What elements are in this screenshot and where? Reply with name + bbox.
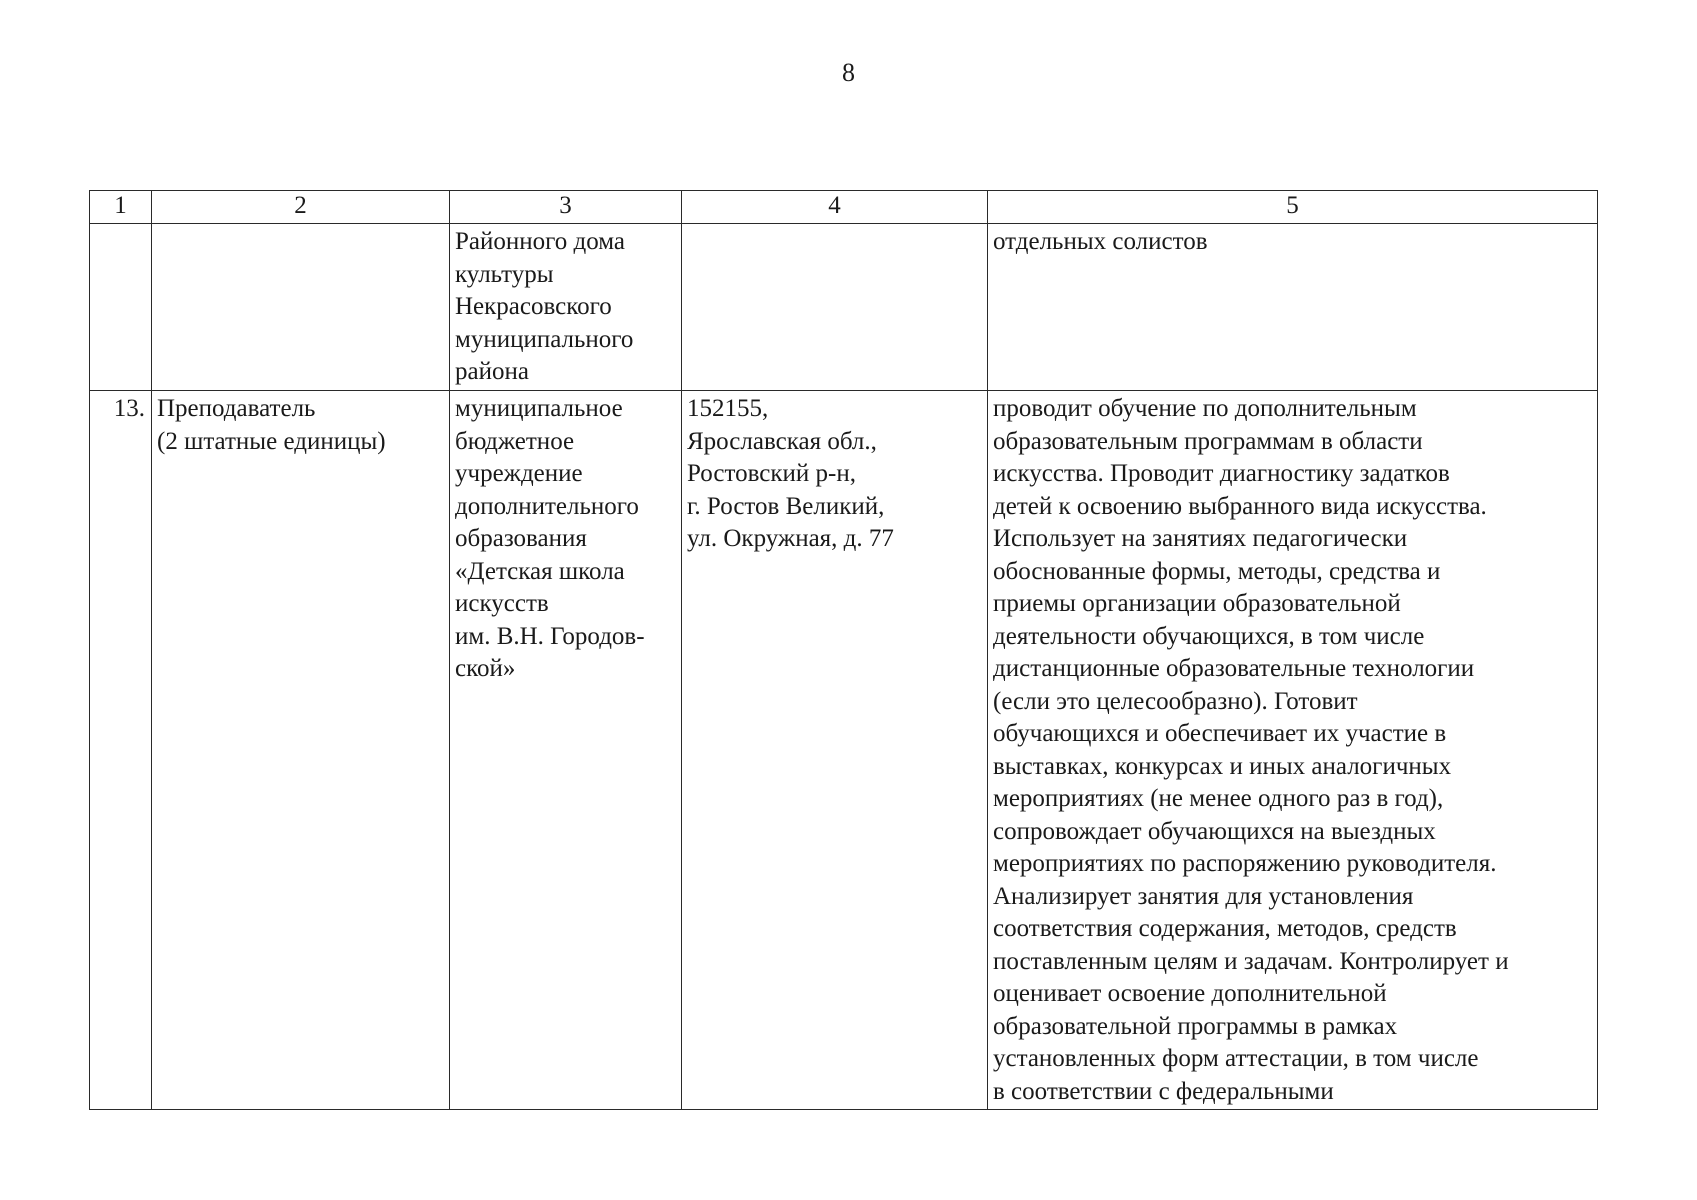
table-row <box>90 224 1598 391</box>
column-header-4: 4 <box>682 191 988 224</box>
organization-text: муниципальное бюджетное учреждение дополнительного образования «Детская школа искусств им. В.Н. Городов- ской» <box>455 395 645 682</box>
column-header-5: 5 <box>988 191 1598 224</box>
positions-table <box>89 190 1598 1110</box>
address-cell <box>682 224 988 391</box>
row-number-cell <box>90 224 152 391</box>
position-cell <box>152 391 450 1110</box>
row-number-cell <box>90 391 152 1110</box>
page-number: 8 <box>842 58 855 87</box>
column-header-2: 2 <box>152 191 450 224</box>
position-cell <box>152 224 450 391</box>
row-number: 13. <box>113 395 145 422</box>
duties-cell <box>988 224 1598 391</box>
duties-cell <box>988 391 1598 1110</box>
organization-cell <box>450 224 682 391</box>
address-cell <box>682 391 988 1110</box>
address-text: 152155, Ярославская обл., Ростовский р-н, г. Ростов Великий, ул. Окружная, д. 77 <box>687 395 894 552</box>
column-header-3: 3 <box>450 191 682 224</box>
organization-cell <box>450 391 682 1110</box>
duties-text: отдельных солистов <box>993 228 1208 255</box>
duties-text: проводит обучение по дополнительным образовательным программам в области искусства. Проводит диагностику задатков детей к освоению выбранного вида искусства. Использует на занятиях педагогически обоснованные формы, методы, средства и приемы организации образовательной деятельности обучающихся, в том числе дистанционные образовательные технологии (если это целесообразно). Готовит обучающихся и обеспечивает их участие в выставках, конкурсах и иных аналогичных мероприятиях (не менее одного раз в год), сопровождает обучающихся на выездных мероприятиях по распоряжению руководителя. Анализирует занятия для установления соответствия содержания, методов, средств поставленным целям и задачам. Контролирует и оценивает освоение дополнительной образовательной программы в рамках установленных форм аттестации, в том числе в соответствии с федеральными <box>993 395 1509 1105</box>
column-header-1: 1 <box>90 191 152 224</box>
table-row <box>90 391 1598 1110</box>
table-header-row <box>90 191 1598 224</box>
organization-text: Районного дома культуры Некрасовского муниципального района <box>455 228 634 385</box>
position-text: Преподаватель (2 штатные единицы) <box>157 395 386 455</box>
